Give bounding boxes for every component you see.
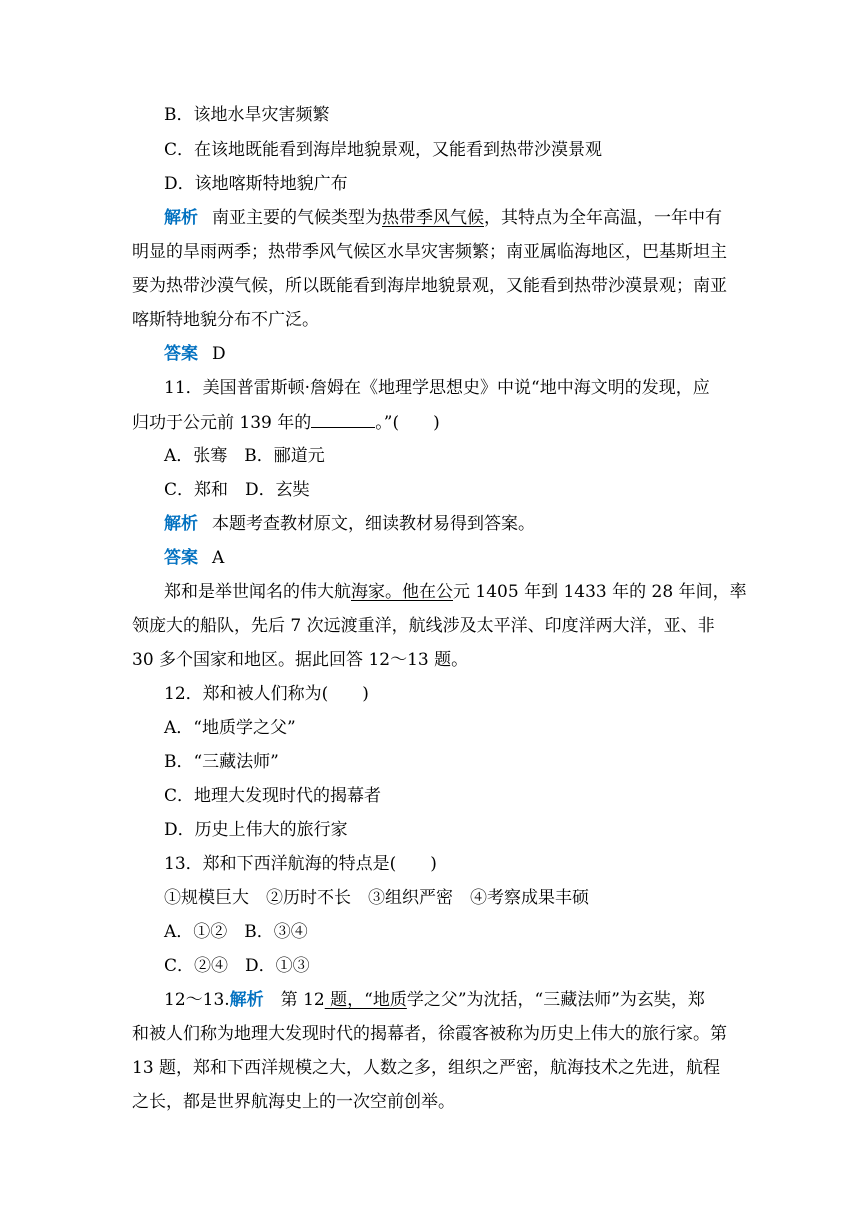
q10-analysis-line-2: 明显的旱雨两季；热带季风气候区水旱灾害频繁；南亚属临海地区，巴基斯坦主 bbox=[132, 242, 727, 262]
q11-options-ab: A．张骞 B．郦道元 bbox=[164, 446, 325, 466]
q12-option-d: D．历史上伟大的旅行家 bbox=[164, 820, 348, 840]
q13-stem: 13．郑和下西洋航海的特点是( ) bbox=[164, 854, 437, 874]
analysis-label: 解析 bbox=[229, 990, 264, 1010]
q11-stem-line-2: 归功于公元前 139 年的 。”( ) bbox=[132, 413, 440, 433]
q12-option-a: A．“地质学之父” bbox=[164, 718, 296, 738]
analysis-label: 解析 bbox=[164, 514, 198, 534]
answer-label: 答案 bbox=[164, 344, 198, 364]
q10-analysis-line-3: 要为热带沙漠气候，所以既能看到海岸地貌景观，又能看到热带沙漠景观；南亚 bbox=[132, 276, 727, 296]
q13-options-cd: C．②④ D．①③ bbox=[164, 956, 310, 976]
passage-line-3: 30 多个国家和地区。据此回答 12～13 题。 bbox=[132, 650, 469, 670]
q10-answer: 答案 D bbox=[164, 344, 226, 364]
q12-option-c: C．地理大发现时代的揭幕者 bbox=[164, 786, 382, 806]
q11-options-cd: C．郑和 D．玄奘 bbox=[164, 480, 310, 500]
q13-items: ①规模巨大 ②历时不长 ③组织严密 ④考察成果丰硕 bbox=[164, 888, 589, 908]
q10-analysis-line-4: 喀斯特地貌分布不广泛。 bbox=[132, 310, 319, 330]
q10-option-c: C．在该地既能看到海岸地貌景观，又能看到热带沙漠景观 bbox=[164, 140, 603, 160]
q12-13-analysis-line-3: 13 题，郑和下西洋规模之大，人数之多，组织之严密，航海技术之先进，航程 bbox=[132, 1058, 721, 1078]
passage-line-2: 领庞大的船队，先后 7 次远渡重洋，航线涉及太平洋、印度洋两大洋，亚、非 bbox=[132, 616, 715, 636]
q12-option-b: B．“三藏法师” bbox=[164, 752, 279, 772]
q10-option-d: D．该地喀斯特地貌广布 bbox=[164, 174, 348, 194]
q12-13-analysis-line-4: 之长，都是世界航海史上的一次空前创举。 bbox=[132, 1092, 455, 1112]
passage-line-1: 郑和是举世闻名的伟大航海家。他在公元 1405 年到 1433 年的 28 年间，率 bbox=[164, 582, 747, 602]
q12-13-analysis-line-2: 和被人们称为地理大发现时代的揭幕者，徐霞客被称为历史上伟大的旅行家。第 bbox=[132, 1024, 727, 1044]
q10-option-b: B．该地水旱灾害频繁 bbox=[164, 105, 330, 125]
q11-stem-line-1: 11．美国普雷斯顿·詹姆在《地理学思想史》中说“地中海文明的发现，应 bbox=[164, 378, 710, 398]
answer-label: 答案 bbox=[164, 548, 198, 568]
q12-13-analysis-line-1: 12～13.解析 第 12 题，“地质学之父”为沈括，“三藏法师”为玄奘，郑 bbox=[164, 990, 705, 1010]
q10-analysis-line-1: 解析 南亚主要的气候类型为热带季风气候，其特点为全年高温，一年中有 bbox=[164, 208, 722, 228]
q12-stem: 12．郑和被人们称为( ) bbox=[164, 684, 369, 704]
q11-analysis: 解析 本题考查教材原文，细读教材易得到答案。 bbox=[164, 514, 535, 534]
analysis-label: 解析 bbox=[164, 208, 198, 228]
q11-answer: 答案 A bbox=[164, 548, 225, 568]
q13-options-ab: A．①② B．③④ bbox=[164, 922, 308, 942]
answer-blank bbox=[311, 411, 375, 428]
